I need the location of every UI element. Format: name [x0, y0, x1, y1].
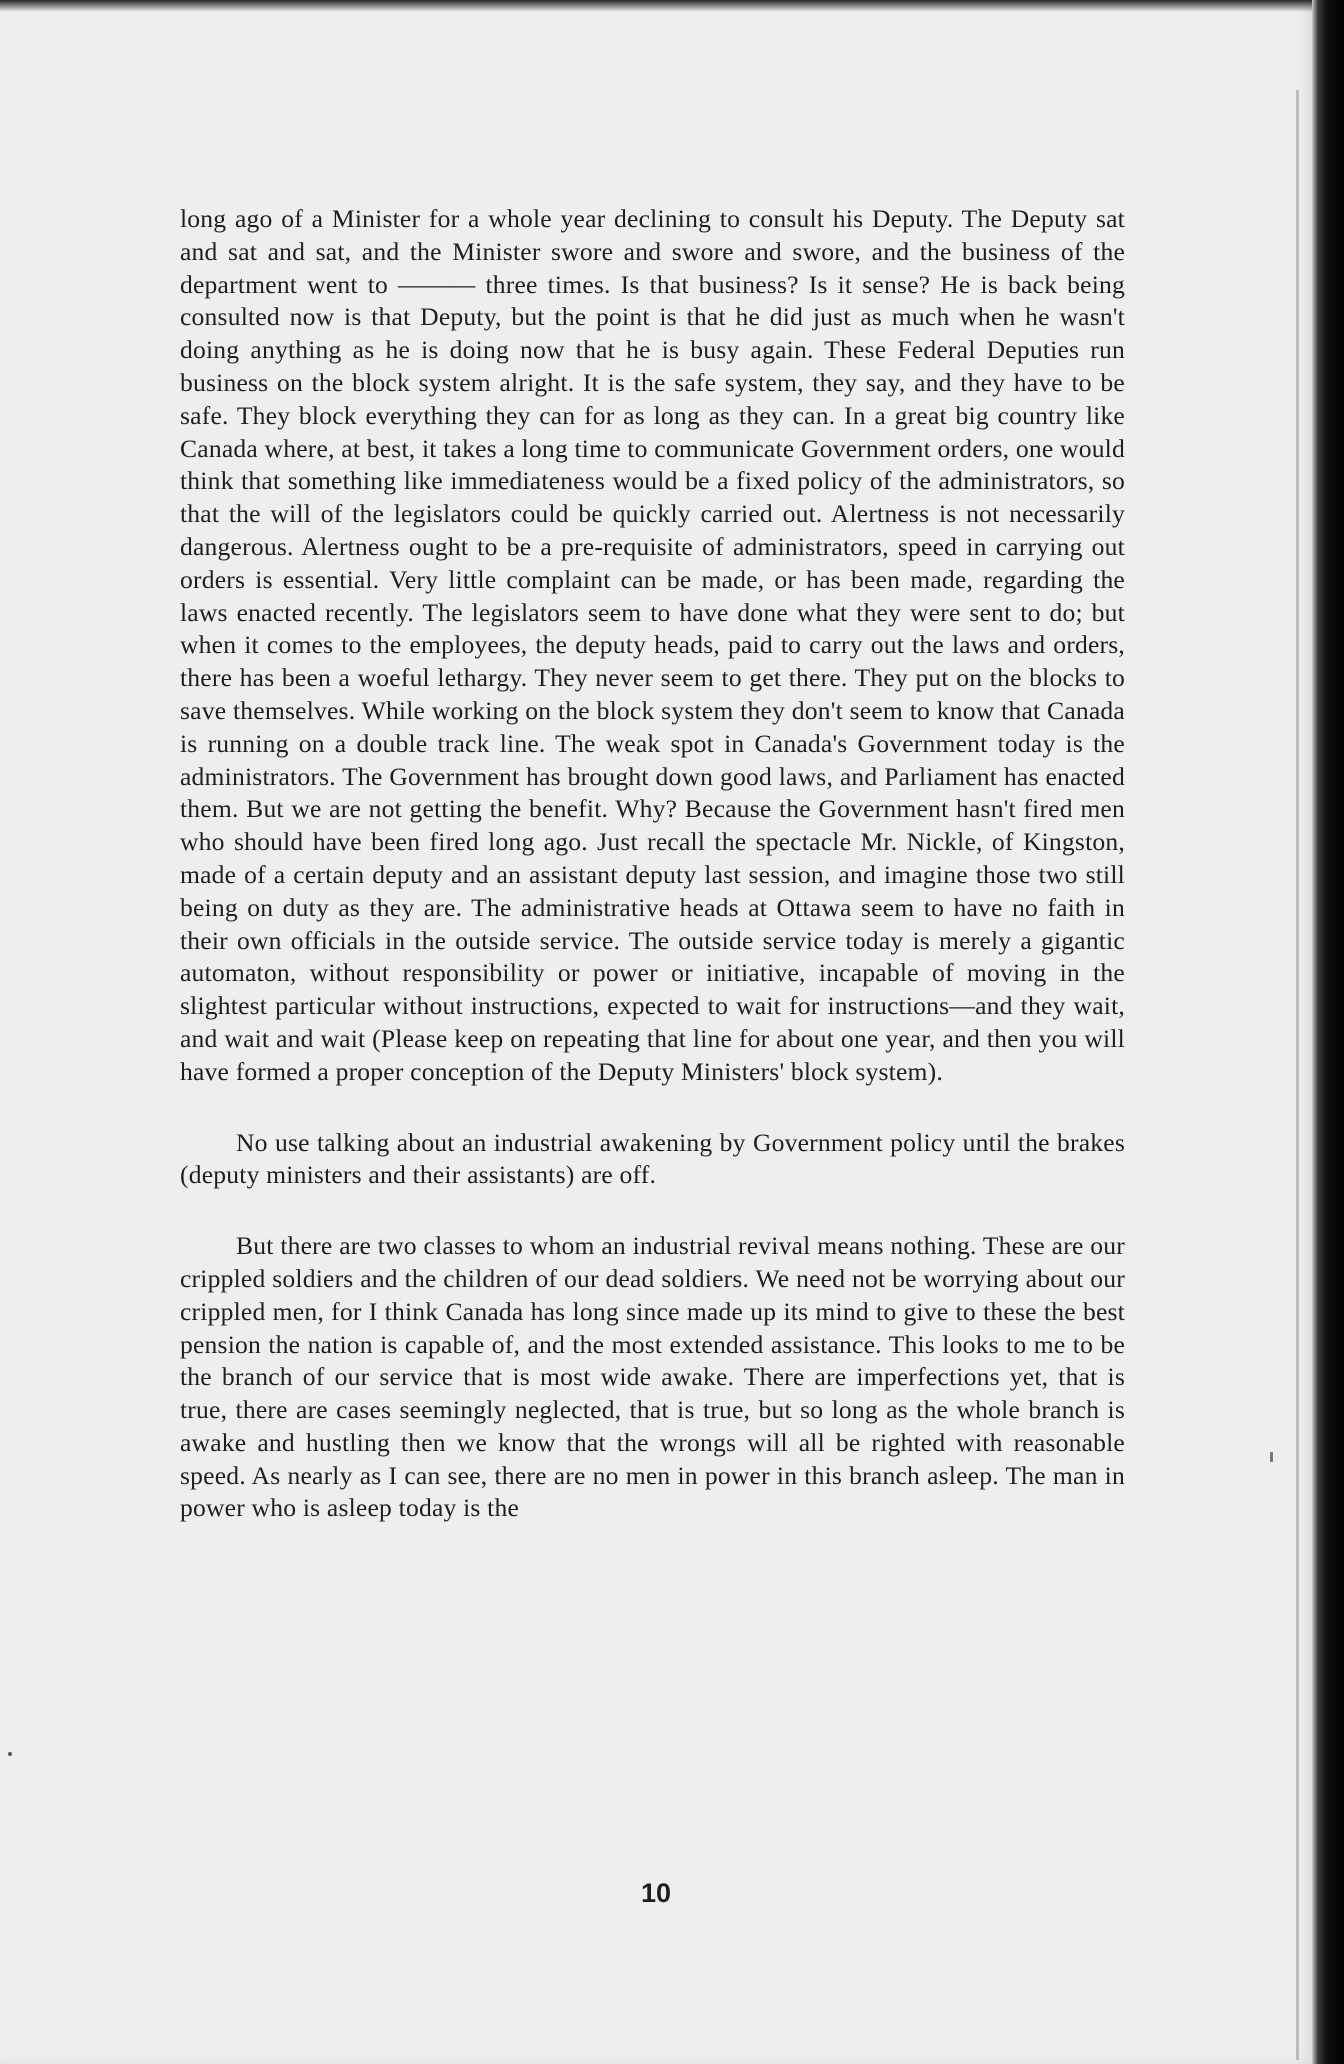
body-text [180, 203, 1125, 1525]
paragraph-deputy-block-system: long ago of a Minister for a whole year declining to consult his Deputy. The Deputy sat and sat and sat, and the Minister swore and swore and swore, and the business of the department went to ——— three times. Is that business? Is it sense? He is back being consulted now is that Deputy, but the point is that he did just as much when he wasn't doing anything as he is doing now that he is busy again. These Federal Deputies run business on the block system alright. It is the safe system, they say, and they have to be safe. They block everything they can for as long as they can. In a great big country like Canada where, at best, it takes a long time to communicate Government orders, one would think that something like immediateness would be a fixed policy of the administrators, so that the will of the legislators could be quickly carried out. Alertness is not necessarily dangerous. Alertness ought to be a pre-requisite of administrators, speed in carrying out orders is essential. Very little complaint can be made, or has been made, regarding the laws enacted recently. The legislators seem to have done what they were sent to do; but when it comes to the employees, the deputy heads, paid to carry out the laws and orders, there has been a woeful lethargy. They never seem to get there. They put on the blocks to save themselves. While working on the block system they don't seem to know that Canada is running on a double track line. The weak spot in Canada's Government today is the administrators. The Government has brought down good laws, and Parliament has enacted them. But we are not getting the benefit. Why? Because the Government hasn't fired men who should have been fired long ago. Just recall the spectacle Mr. Nickle, of Kingston, made of a certain deputy and an assistant deputy last session, and imagine those two still being on duty as they are. The administrative heads at Ottawa seem to have no faith in their own officials in the outside service. The outside service today is merely a gigantic automaton, without responsibility or power or initiative, incapable of moving in the slightest particular without instructions, expected to wait for instructions—and they wait, and wait and wait (Please keep on repeating that line for about one year, and then you will have formed a proper conception of the Deputy Ministers' block system). [180, 204, 1125, 1086]
scan-speck [8, 1752, 12, 1756]
page-number: 10 [640, 1878, 672, 1908]
paragraph-crippled-soldiers: But there are two classes to whom an industrial revival means nothing. These are our crippled soldiers and the children of our dead soldiers. We need not be worrying about our crippled men, for I think Canada has long since made up its mind to give to these the best pension the nation is capable of, and the most extended assistance. This looks to me to be the branch of our service that is most wide awake. There are imperfections yet, that is true, there are cases seemingly neglected, that is true, but so long as the whole branch is awake and hustling then we know that the wrongs will all be righted with reasonable speed. As nearly as I can see, there are no men in power in this branch asleep. The man in power who is asleep today is the [180, 1231, 1125, 1523]
scan-mark [1270, 1452, 1273, 1462]
paragraph-industrial-awakening: No use talking about an industrial awakening by Government policy until the brakes (deputy ministers and their assistants) are off. [180, 1127, 1125, 1190]
scan-top-shadow [0, 0, 1312, 12]
page-fold-line [1296, 90, 1299, 2060]
scan-dark-edge [1312, 0, 1344, 2064]
